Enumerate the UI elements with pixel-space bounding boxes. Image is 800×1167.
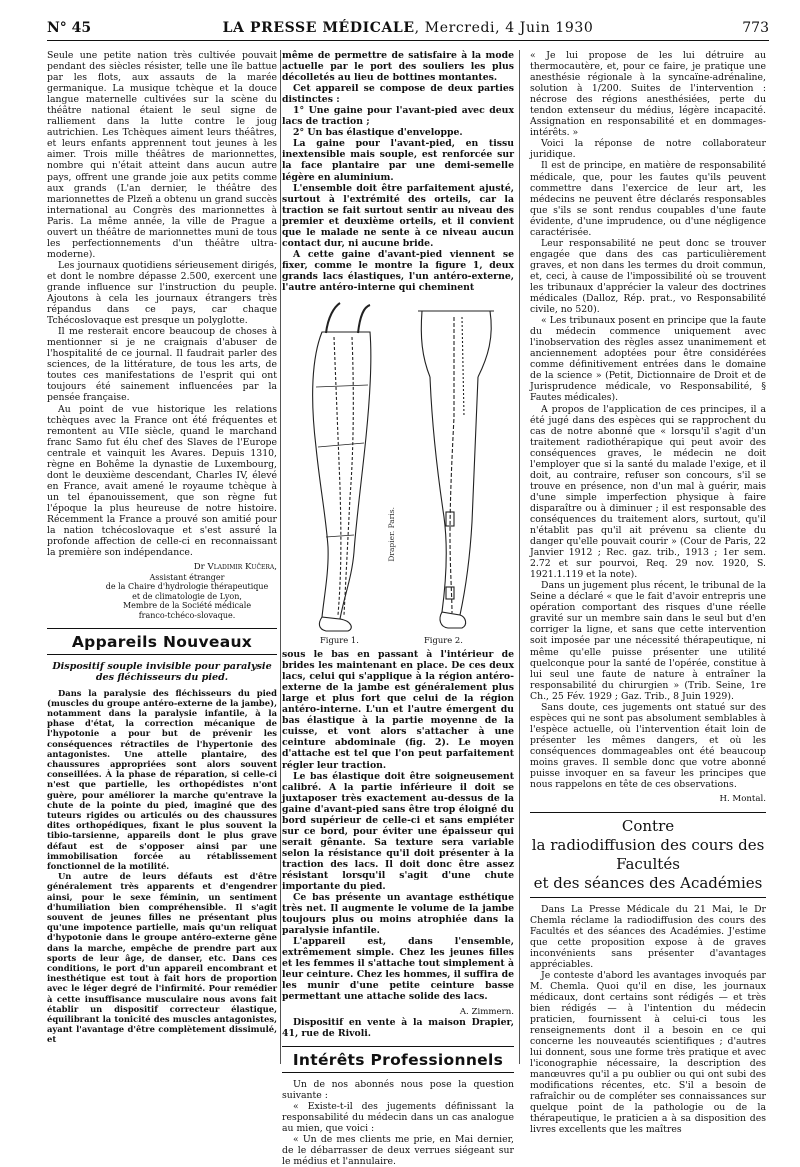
figures — [282, 297, 514, 647]
paragraph: Les journaux quotidiens sérieusement dirigés, et dont le nombre dépasse 2.500, exercent une grande influence sur l'instruction du peuple. Ajoutons à cela les journaux étrangers très répandus dans ce pays, car chaque Tchécoslovaque est presque un polyglotte. — [47, 259, 277, 327]
page-number: 773 — [742, 20, 769, 36]
paragraph: Je conteste d'abord les avantages invoqués par M. Chemla. Quoi qu'il en dise, les journaux médicaux, dont certains sont rédigés — et très bien rédigés — à l'intention du médecin praticien, fournissent à celui-ci tous les renseignements dont il a besoin en ce qui concerne les nouveautés scientifiques ; d'autres lui donnent, sous une forme très pratique et avec l'iconographie nécessaire, la description des manœuvres qu'il a pu oublier ou qui ont subi des modifications récentes, etc. S'il a besoin de rafraîchir ou de compléter ses connaissances sur quelque point de la pathologie ou de la thérapeutique, le praticien a à sa disposition des livres excellents que les maîtres — [530, 969, 766, 1136]
figure-2-drawing — [418, 311, 494, 628]
paragraph: Sans doute, ces jugements ont statué sur des espèces qui ne sont pas absolument semblables à l'espèce actuelle, où l'intervention était loin de présenter les mêmes dangers, et où les conséquences dommageables ont été beaucoup moins graves. Il semble donc que votre abonné puisse invoquer en sa faveur les principes que nous rappelons en tête de ces observations. — [530, 701, 766, 791]
article-title-line: Contre — [621, 816, 675, 835]
paragraph: L'ensemble doit être parfaitement ajusté, surtout à l'extrémité des orteils, car la traction se fait surtout sentir au niveau des premier et deuxième orteils, et il convient que le malade ne sente à ce niveau aucun contact dur, ni aucune bride. — [282, 182, 514, 249]
paragraph: Le bas élastique doit être soigneusement calibré. A la partie inférieure il doit se juxtaposer très exactement au-dessus de la gaine d'avant-pied sans être trop éloigné du bord supérieur de celle-ci et sans empiéter sur ce bord, pour éviter une épaisseur qui serait gênante. Sa texture sera variable selon la résistance qu'il doit présenter à la traction des lacs. Il doit donc être assez résistant lorsqu'il s'agit d'une chute importante du pied. — [282, 770, 514, 893]
paragraph: « Je lui propose de les lui détruire au thermocautère, et, pour ce faire, je pratique une anesthésie régionale à la syncaïne-adrénaline, solution à 1/200. Suites de l'intervention : nécrose des régions anesthésiées, perte du tendon extenseur du médius, légère incapacité. Assignation en responsabilité et en dommages-intérêts. » — [530, 50, 766, 139]
affiliation-line: et de climatologie de Lyon, — [132, 591, 242, 601]
paragraph: Dans un jugement plus récent, le tribunal de la Seine a déclaré « que le fait d'avoir entrepris une opération comportant des risques d'une réelle gravité sur un membre sain dans le seul but d'en corriger la ligne, et sans que cette intervention soit imposée par une nécessité thérapeutique, ni même qu'elle puisse présenter une utilité quelconque pour la santé de l'opérée, constitue à lui seul une faute de nature à entraîner la responsabilité du chirurgien » (Trib. Seine, 1re Ch., 25 Fév. 1929 ; Gaz. Trib., 8 Juin 1929). — [530, 580, 766, 702]
paragraph: Seule une petite nation très cultivée pouvait pendant des siècles résister, telle une île battue par les flots, aux assauts de la marée germanique. La musique tchèque et la douce langue maternelle cultivées sur la scène du théâtre national étaient le seul signe de ralliement dans la lutte contre le joug autrichien. Les Tchèques aiment leurs théâtres, et leurs enfants apprennent tout jeunes à les aimer. Trois mille théâtres de marionnettes, nombre qui n'était atteint dans aucun autre pays, offrent une grande joie aux petits comme aux grands (L'an dernier, le théâtre des marionnettes de Plzeň a obtenu un grand succès international au Congrès des marionnettes à Paris. La même année, la ville de Prague a ouvert un théâtre de marionnettes muni de tous les perfectionnements d'un théâtre ultra-moderne). — [47, 50, 277, 260]
column-rule — [519, 50, 520, 1064]
paragraph: Il me resterait encore beaucoup de choses à mentionner si je ne craignais d'abuser de l'hospitalité de ce journal. Il faudrait parler des sciences, de la littérature, de tous les arts, de toutes ces manifestations de l'esprit qui ont toujours été sainement influencées par la pensée française. — [47, 326, 277, 404]
paragraph: Un autre de leurs défauts est d'être généralement très apparents et d'engendrer ainsi, pour le sexe féminin, un sentiment d'humiliation bien compréhensible. Il s'agit souvent de jeunes filles ne présentant plus qu'une impotence partielle, mais qu'un reliquat d'hypotonie dans le groupe antéro-externe gêne dans la marche, empêche de prendre part aux sports de leur âge, de danser, etc. Dans ces conditions, le port d'un appareil encombrant et inesthétique est tout à fait hors de proportion avec le léger degré de l'infirmité. Pour remédier à cette insuffisance musculaire nous avons fait établir un dispositif correcteur élastique, équilibrant la tonicité des muscles antagonistes, ayant l'avantage d'être complètement dissimulé, et — [47, 871, 277, 1045]
paragraph: « Les tribunaux posent en principe que la faute du médecin commence uniquement avec l'inobservation des règles assez unanimement et anciennement adoptées pour être considérées comme définitivement entrées dans le domaine de la science » (Petit, Dictionnaire de Droit et de Jurisprudence médicale, vo Responsabilité, § Fautes médicales). — [530, 315, 766, 404]
issue-number: N° 45 — [47, 20, 92, 36]
section-rule — [282, 1046, 514, 1047]
paragraph: Il est de principe, en matière de responsabilité médicale, que, pour les fautes qu'ils peuvent commettre dans l'exercice de leur art, les médecins ne peuvent être déclarés responsables que s'ils se sont rendus coupables d'une faute évidente, d'une imprudence, ou d'une négligence caractérisée. — [530, 160, 766, 238]
journal-name: LA PRESSE MÉDICALE — [222, 20, 415, 36]
paragraph: A propos de l'application de ces principes, il a été jugé dans des espèces qui se rapprochent du cas de notre abonné que « lorsqu'il s'agit d'un traitement radiothérapique qui peut avoir des conséquences graves, le médecin ne doit l'employer que si la santé du malade l'exige, et il doit, au contraire, refuser son concours, s'il se trouve en présence, non d'un mal à guérir, mais d'une simple imperfection physique à faire disparaître ou à diminuer ; il est responsable des conséquences du traitement alors, surtout, qu'il n'établit pas qu'il ait prévenu sa cliente du danger qu'elle pouvait courir » (Cour de Paris, 22 Janvier 1912 ; Rec. gaz. trib., 1913 ; 1er sem. 2.72 et sur pourvoi, Req. 29 nov. 1920, S. 1921.1.119 et la note). — [530, 403, 766, 581]
paragraph: L'appareil est, dans l'ensemble, extrêmement simple. Chez les jeunes filles et les femmes il s'attache tout simplement à leur ceinture. Chez les hommes, il suffira de les munir d'une petite ceinture basse permettant une attache solide des lacs. — [282, 936, 514, 1003]
paragraph: « Un de mes clients me prie, en Mai dernier, de le débarrasser de deux verrues siégeant sur le médius et l'annulaire. — [282, 1134, 514, 1167]
paragraph: La gaine pour l'avant-pied, en tissu inextensible mais souple, est renforcée sur la face plantaire par une demi-semelle légère en aluminium. — [282, 138, 514, 183]
column-3 — [530, 50, 766, 1136]
article-subtitle: Dispositif souple invisible pour paralysie des fléchisseurs du pied. — [52, 660, 272, 684]
section-rule — [47, 628, 277, 629]
article-title — [530, 817, 766, 893]
journal-masthead — [47, 20, 769, 36]
paragraph: Leur responsabilité ne peut donc se trouver engagée que dans des cas particulièrement graves, et non dans les termes du droit commun, et, ceci, à cause de l'impossibilité où se trouvent les tribunaux d'apprécier la valeur des doctrines médicales (Dalloz, Rép. prat., vo Responsabilité civile, no 520). — [530, 237, 766, 316]
leg-illustrations — [282, 297, 514, 647]
paragraph: Dispositif en vente à la maison Drapier, 41, rue de Rivoli. — [282, 1016, 514, 1039]
affiliation-line: Membre de la Société médicale — [122, 601, 252, 611]
paragraph: Dans La Presse Médicale du 21 Mai, le Dr Chemla réclame la radiodiffusion des cours des Facultés et des séances des Académies. J'estime que cette proposition expose à de graves inconvénients sans présenter d'avantages appréciables. — [530, 903, 766, 970]
section-rule — [47, 654, 277, 655]
signature-title: Dr — [193, 562, 208, 573]
section-title: Appareils Nouveaux — [71, 632, 253, 651]
section-rule — [282, 1072, 514, 1073]
paragraph: Voici la réponse de notre collaborateur juridique. — [530, 138, 766, 161]
issue-date: , Mercredi, 4 Juin 1930 — [414, 20, 594, 36]
affiliation-line: franco-tchéco-slovaque. — [138, 610, 236, 620]
column-1 — [47, 50, 277, 1064]
article-title-line: la radiodiffusion des cours des Facultés — [531, 835, 765, 873]
figure-caption: Figure 1. — [320, 635, 359, 646]
paragraph: Dans la paralysie des fléchisseurs du pied (muscles du groupe antéro-externe de la jambe), notamment dans la paralysie infantile, à la phase d'état, la correction mécanique de l'hypotonie a pour but de prévenir les conséquences rétractiles de l'hypertonie des antagonistes. Une attelle plantaire, des chaussures appropriées sont alors souvent conseillées. À la phase de réparation, si celle-ci n'est que partielle, les orthopédistes n'ont guère, pour améliorer la marche qu'entrave la chute de la pointe du pied, imaginé que des tuteurs rigides ou articulés ou des chaussures dites orthopédiques, fixant le plus souvent la tibio-tarsienne, appareils dont le plus grave défaut est de s'opposer ainsi par une immobilisation forcée au rétablissement fonctionnel de la motilité. — [47, 687, 277, 871]
author-signature: A. Zimmern. — [459, 1006, 514, 1017]
affiliation-line: Assistant étranger — [149, 572, 225, 582]
paragraph: 1° Une gaine pour l'avant-pied avec deux lacs de traction ; — [282, 105, 514, 128]
paragraph: Ce bas présente un avantage esthétique très net. Il augmente le volume de la jambe toujours plus ou moins atrophiée dans la paralysie infantile. — [282, 892, 514, 937]
article-title-line: et des séances des Académies — [533, 873, 763, 892]
signature-name: Vladimir Kučera, — [207, 562, 277, 573]
paragraph: 2° Un bas élastique d'enveloppe. — [293, 127, 463, 139]
section-rule — [530, 812, 766, 813]
paragraph: « Existe-t-il des jugements définissant la responsabilité du médecin dans un cas analogue au mien, que voici : — [282, 1101, 514, 1135]
figure-caption: Figure 2. — [424, 635, 463, 646]
author-signature: H. Montal. — [719, 794, 766, 805]
paragraph: même de permettre de satisfaire à la mode actuelle par le port des souliers les plus décolletés au lieu de bottines montantes. — [282, 50, 514, 84]
paragraph: A cette gaine d'avant-pied viennent se fixer, comme le montre la figure 1, deux grands lacs élastiques, l'un antéro-externe, l'autre antéro-interne qui cheminent — [282, 248, 514, 293]
paragraph: Au point de vue historique les relations tchèques avec la France ont été fréquentes et remontent au VIIe siècle, quand le marchand franc Samo fut élu chef des Slaves de l'Europe centrale et vainquit les Avares. Depuis 1310, règne en Bohême la dynastie de Luxembourg, dont le deuxième descendant, Charles IV, élevé en France, avait amené le royaume tchèque à un tel épanouissement, que son règne fut l'époque la plus heureuse de notre histoire. Récemment la France a prouvé son amitié pour la nation tchécoslovaque et s'est assuré la profonde affection de celle-ci en reconnaissant la première son indépendance. — [47, 403, 277, 559]
affiliation-line: de la Chaire d'hydrologie thérapeutique — [105, 582, 269, 592]
column-rule — [280, 50, 281, 1064]
column-2 — [282, 50, 514, 1167]
author-signature — [47, 562, 277, 572]
paragraph: sous le bas en passant à l'intérieur de brides les maintenant en place. De ces deux lacs, celui qui s'applique à la région antéro-externe de la jambe est généralement plus large et plus fort que celui de la région antéro-interne. L'un et l'autre émergent du bas élastique à la partie moyenne de la cuisse, et vont alors s'attacher à une ceinture abdominale (fig. 2). Le moyen d'attache est tel que l'on peut parfaitement régler leur traction. — [282, 649, 514, 771]
paragraph: Cet appareil se compose de deux parties distinctes : — [282, 83, 514, 106]
header-rule — [47, 40, 769, 41]
illustration-credit: Drapier. Paris. — [387, 507, 396, 562]
section-title: Intérêts Professionnels — [292, 1051, 504, 1070]
section-rule — [530, 897, 766, 898]
paragraph: Un de nos abonnés nous pose la question suivante : — [282, 1079, 514, 1102]
page-header — [47, 18, 769, 40]
figure-1-drawing — [313, 303, 371, 631]
